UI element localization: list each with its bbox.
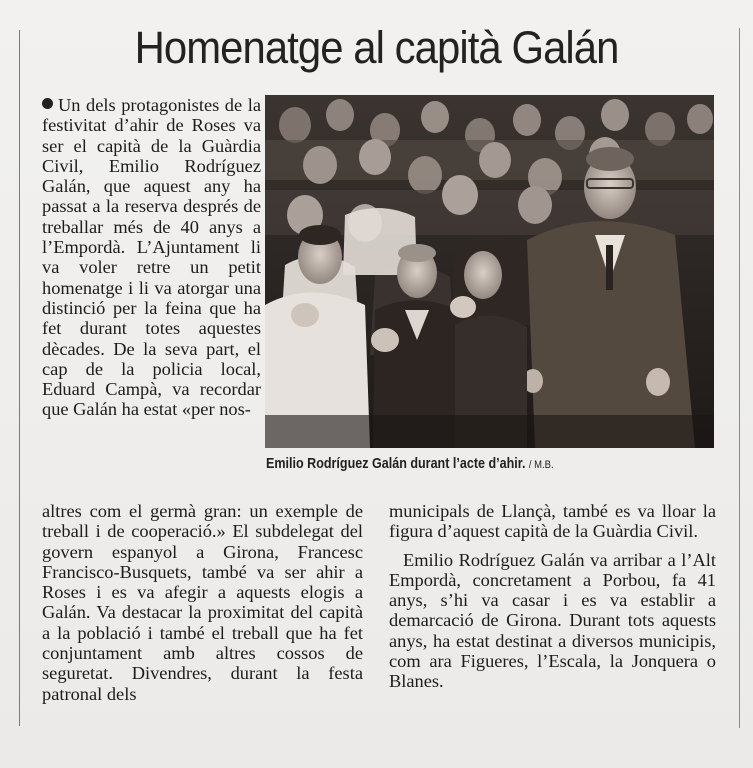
audience-photo-illustration xyxy=(265,95,714,448)
headline: Homenatge al capità Galán xyxy=(134,22,619,73)
photo-caption xyxy=(266,456,670,472)
column-2-paragraph-1: municipals de Llançà, també es va lloar la figura d’aquest capità de la Guàrdia Civil. xyxy=(389,501,716,542)
column-1-text xyxy=(42,95,261,420)
column-2-text xyxy=(389,501,716,692)
news-photo xyxy=(265,95,714,448)
column-2-paragraph-2: Emilio Rodríguez Galán va arribar a l’Alt Empordà, concretament a Porbou, fa 41 anys, s’hi va casar i es va establir a demarcació de Girona. Durant tots aquests anys, ha estat destinat a diversos municipis, com ara Figueres, l’Escala, la Jonquera o Blanes. xyxy=(389,549,716,692)
column-1-body: Un dels protagonistes de la festivitat d’ahir de Roses va ser el capità de la Guàrdia Civil, Emilio Rodríguez Galán, que aquest any ha passat a la reserva després de treballar més de 40 anys a l’Empordà. L’Ajuntament li va voler retre un petit homenatge i li va atorgar una distinció per la feina que ha fet durant totes aquestes dècades. De la seva part, el cap de la policia local, Eduard Campà, va recordar que Galán ha estat «per nos- xyxy=(42,95,261,420)
left-column-rule xyxy=(19,30,20,726)
right-column-rule xyxy=(739,28,740,728)
photo-caption-text: Emilio Rodríguez Galán durant l’acte d’ahir. xyxy=(266,456,526,472)
photo-credit: / M.B. xyxy=(528,459,554,471)
bullet-icon xyxy=(42,98,53,109)
column-1-continuation: altres com el germà gran: un exemple de treball i de cooperació.» El subdelegat del govern espanyol a Girona, Francesc Francisco-Busquets, també va ser ahir a Roses i es va afegir a aquests elogis a Galán. Va destacar la proximitat del capità a la població i també el treball que ha fet conjuntament amb altres cossos de seguretat. Divendres, durant la festa patronal dels xyxy=(42,501,363,704)
